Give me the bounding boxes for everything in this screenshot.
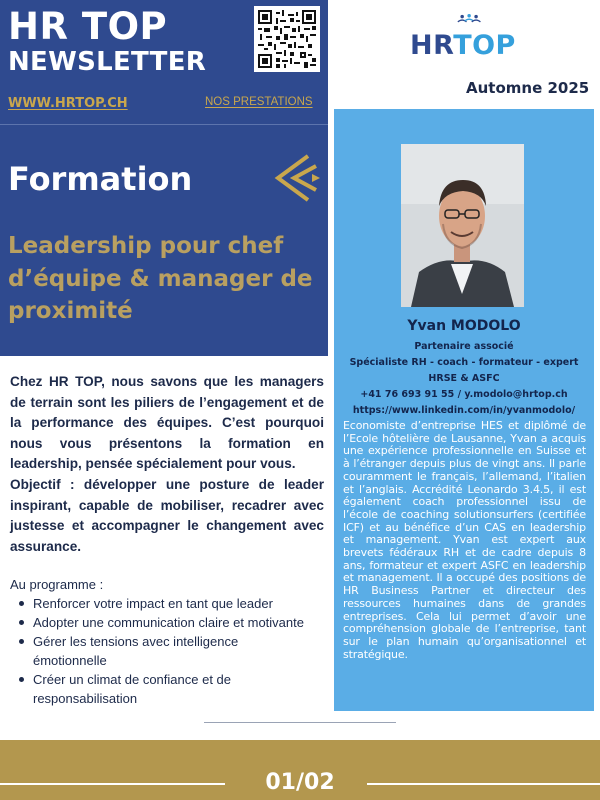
profile-certifications: HRSE & ASFC: [428, 373, 500, 384]
profile-role: Partenaire associé: [414, 341, 514, 352]
header-divider: [0, 124, 328, 125]
qr-code-icon[interactable]: [254, 6, 320, 72]
course-title: Leadership pour chef d’équipe & manager de proximité: [8, 233, 313, 325]
section-label: Formation: [8, 160, 193, 198]
page-number: 01/02: [265, 770, 335, 795]
profile-bio: Economiste d’entreprise HES et diplômé de l’Ecole hôtelière de Lausanne, Yvan a acquis une expérience professionnelle en Suisse et à l’étranger depuis plus de vingt ans. Il parle couramment le français, l’allemand, l’italien et l’anglais. Accrédité Leonardo 3.4.5, il est également coach professionnel issu de l’école de coaching solutionsurfers (certifiée ICF) et au bénéfice d’un CAS en leadership et management. Yvan est expert aux brevets fédéraux RH et de cadre depuis 8 ans, formateur et expert ASFC en leadership et management. Il a occupé des positions de HR Business Partner et directeur des ressources humaines dans de grandes entreprises. Cela lui permet d’avoir une compréhension globale de l’entreprise, tant sur le plan humain qu’organisationnel et stratégique.: [343, 419, 586, 661]
newsletter-title-line1: HR TOP: [8, 5, 168, 48]
website-link[interactable]: WWW.HRTOP.CH: [8, 96, 128, 111]
profile-details: [334, 339, 594, 419]
objective-paragraph: Objectif : développer une posture de leader inspirant, capable de mobiliser, recadrer avec justesse et accompagner le changement avec assurance.: [10, 476, 324, 554]
newsletter-title: [8, 5, 207, 77]
divider: [204, 722, 396, 723]
brand-hr: HR: [410, 30, 454, 61]
brand-logo: [410, 30, 516, 61]
list-item: Gérer les tensions avec intelligence émotionnelle: [16, 632, 306, 670]
profile-contact[interactable]: +41 76 693 91 55 / y.modolo@hrtop.ch: [360, 389, 568, 400]
intro-paragraph: Chez HR TOP, nous savons que les managers de terrain sont les piliers de l’engagement et de la performance des équipes. C’est pourquoi nous vous présentons la formation en leadership, pensée spécialement pour vous.: [10, 374, 324, 472]
intro-text: [10, 372, 324, 557]
list-item: Renforcer votre impact en tant que leader: [16, 594, 306, 613]
chevron-logo-icon: [268, 150, 324, 206]
programme-title: Au programme :: [10, 577, 104, 592]
programme-list: [16, 594, 306, 708]
profile-photo: [401, 144, 524, 307]
newsletter-title-line2: NEWSLETTER: [8, 47, 207, 77]
edition-season: Automne 2025: [466, 79, 590, 97]
services-link[interactable]: NOS PRESTATIONS: [205, 96, 313, 108]
profile-specialty: Spécialiste RH - coach - formateur - expert: [349, 357, 579, 368]
list-item: Adopter une communication claire et motivante: [16, 613, 306, 632]
list-item: Créer un climat de confiance et de responsabilisation: [16, 670, 306, 708]
profile-name: Yvan MODOLO: [407, 318, 521, 334]
profile-linkedin[interactable]: https://www.linkedin.com/in/yvanmodolo/: [352, 405, 576, 416]
brand-top: TOP: [453, 30, 516, 61]
